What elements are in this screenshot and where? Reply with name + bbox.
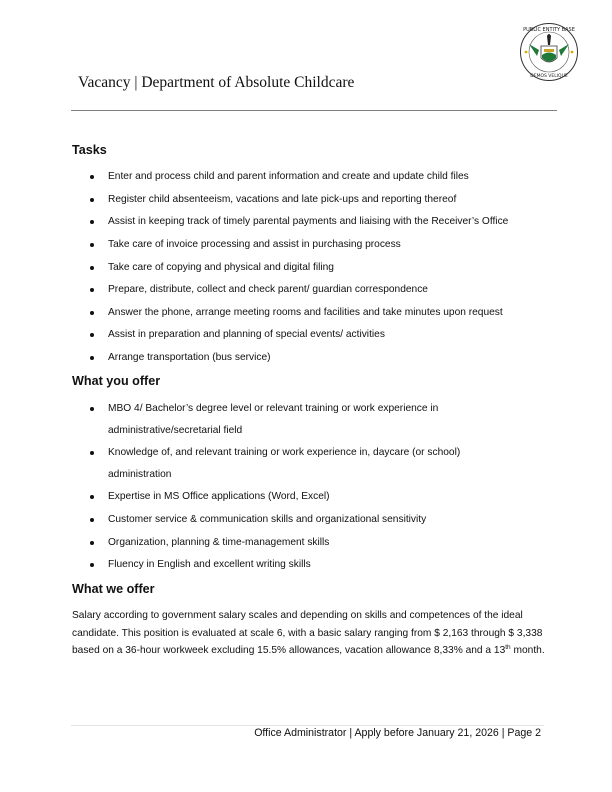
bullet-icon (90, 288, 94, 292)
requirement-text: Expertise in MS Office applications (Word, Excel) (108, 491, 330, 502)
bullet-icon (90, 356, 94, 360)
bullet-icon (90, 198, 94, 202)
ordinal-superscript: th (505, 644, 511, 652)
document-header-title: Vacancy | Department of Absolute Childcare (78, 74, 355, 91)
bullet-icon (90, 451, 94, 455)
task-text: Register child absenteeism, vacations and late pick-ups and reporting thereof (108, 194, 457, 205)
task-text: Arrange transportation (bus service) (108, 352, 271, 363)
task-text: Answer the phone, arrange meeting rooms and facilities and take minutes upon request (108, 307, 503, 318)
seal-bottom-text: DEMOS VELIQUE (530, 74, 568, 79)
bullet-icon (90, 175, 94, 179)
coat-of-arms-seal-icon (519, 22, 579, 82)
requirement-text: Knowledge of, and relevant training or work experience in, daycare (or school) administration (108, 447, 461, 481)
bullet-icon (90, 243, 94, 247)
requirement-text: Organization, planning & time-management skills (108, 537, 330, 548)
task-text: Prepare, distribute, collect and check parent/ guardian correspondence (108, 284, 428, 295)
bullet-icon (90, 563, 94, 567)
footer-divider (71, 725, 544, 726)
bullet-icon (90, 333, 94, 337)
what-we-offer-heading: What we offer (72, 582, 155, 596)
task-text: Take care of copying and physical and digital filing (108, 262, 334, 273)
bullet-icon (90, 407, 94, 411)
bullet-icon (90, 311, 94, 315)
bullet-icon (90, 266, 94, 270)
requirement-text: Customer service & communication skills and organizational sensitivity (108, 514, 427, 525)
what-you-offer-heading: What you offer (72, 374, 161, 388)
task-text: Take care of invoice processing and assist in purchasing process (108, 239, 401, 250)
page-footer: Office Administrator | Apply before January 21, 2026 | Page 2 (254, 727, 541, 739)
header-divider (71, 110, 557, 111)
requirement-text: Fluency in English and excellent writing skills (108, 559, 311, 570)
task-text: Assist in preparation and planning of special events/ activities (108, 329, 385, 340)
tasks-heading: Tasks (72, 143, 107, 157)
task-text: Assist in keeping track of timely parental payments and liaising with the Receiver’s Office (108, 216, 509, 227)
bullet-icon (90, 220, 94, 224)
seal-top-text: PUBLIC ENTITY BASE (523, 27, 575, 33)
bullet-icon (90, 518, 94, 522)
bullet-icon (90, 541, 94, 545)
requirement-text: MBO 4/ Bachelor’s degree level or relevant training or work experience in administrative/secretarial field (108, 403, 439, 437)
salary-paragraph: Salary according to government salary scales and depending on skills and competences of the ideal candidate. This position is evaluated at scale 6, with a basic salary ranging from $ 2,163 through $ 3,338 based on a 36-hour workweek excluding 15.5% allowances, vacation allowance 8,33% and a 13th month. (72, 610, 545, 657)
task-text: Enter and process child and parent information and create and update child files (108, 171, 469, 182)
bullet-icon (90, 495, 94, 499)
